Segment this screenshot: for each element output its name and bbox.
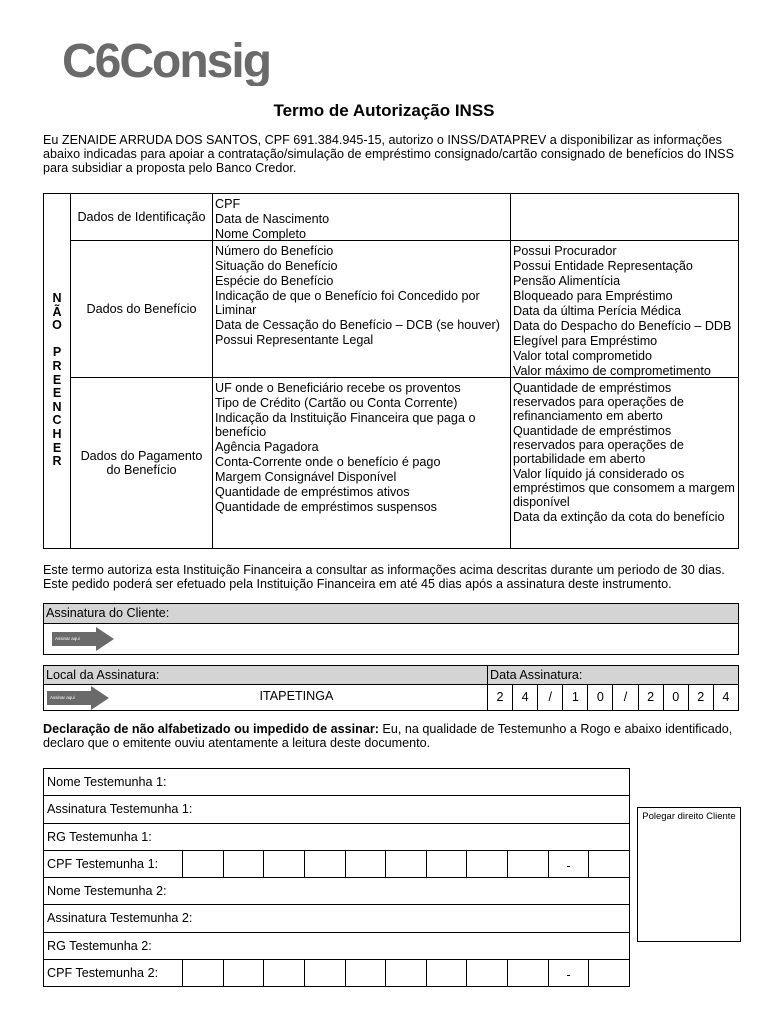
side-letter: E (52, 440, 62, 455)
date-digit: 2 (689, 684, 714, 710)
col-a-cell (213, 378, 511, 548)
date-digit: 2 (639, 684, 664, 710)
location-date-box (43, 665, 739, 711)
field-item: Situação do Benefício (215, 259, 338, 273)
date-digit: 1 (563, 684, 588, 710)
witness-2-signature[interactable]: Assinatura Testemunha 2: (44, 905, 629, 932)
thumbprint-box[interactable]: Polegar direito Cliente (637, 807, 741, 942)
field-item: Bloqueado para Empréstimo (513, 289, 673, 303)
date-digit: 2 (488, 684, 513, 710)
field-item: CPF (215, 197, 241, 211)
declaration-paragraph (43, 722, 743, 750)
location-value[interactable]: ITAPETINGA (259, 689, 334, 703)
field-item: Quantidade de empréstimos reservados para operações de refinanciamento em aberto (513, 381, 684, 423)
date-digit: / (613, 684, 638, 710)
field-item: Valor total comprometido (513, 349, 653, 363)
col-b-cell (511, 241, 738, 377)
side-letter: E (52, 372, 62, 387)
side-letter: N (52, 291, 62, 305)
sign-here-arrow-icon (52, 627, 114, 651)
field-item: Quantidade de empréstimos reservados para operações de portabilidade em aberto (513, 424, 684, 466)
date-digit: 0 (664, 684, 689, 710)
date-label: Data Assinatura: (490, 668, 583, 682)
col-a-cell (213, 194, 511, 240)
intro-paragraph: Eu ZENAIDE ARRUDA DOS SANTOS, CPF 691.384.945-15, autorizo o INSS/DATAPREV a disponibilizar as informações abaixo indicadas para apoiar a contratação/simulação de empréstimo consignado/cartão consignado de benefícios do INSS para subsidiar a proposta pelo Banco Credor. (43, 133, 734, 175)
field-item: Valor líquido já considerado os empréstimos que consomem a margem disponível (513, 467, 735, 509)
field-item: Quantidade de empréstimos suspensos (215, 500, 437, 514)
document-title: Termo de Autorização INSS (273, 101, 495, 120)
side-letter: O (52, 318, 62, 333)
date-digit: 4 (722, 690, 730, 704)
field-item: Possui Procurador (513, 244, 617, 258)
side-letter: H (52, 426, 62, 441)
field-item: Número do Benefício (215, 244, 334, 258)
witness-2-cpf[interactable] (44, 960, 629, 987)
field-item: Indicação da Instituição Financeira que paga o benefício (215, 411, 476, 439)
side-letter: C (52, 413, 62, 428)
category-cell: Dados do Benefício (71, 241, 213, 377)
sign-here-arrow-icon (47, 686, 109, 710)
date-digit: / (538, 684, 563, 710)
field-item: Data de Cessação do Benefício – DCB (se houver) (215, 318, 500, 332)
cpf-dash: - (548, 851, 589, 877)
side-letter: R (52, 358, 62, 373)
declaration-text: Eu, na qualidade de Testemunho a Rogo e abaixo identificado, declaro que o emitente ouviu atentamente a leitura deste documento. (43, 722, 733, 750)
category-cell: Dados do Pagamento do Benefício (71, 378, 213, 548)
table-row-identificacao (71, 194, 738, 241)
field-item: Tipo de Crédito (Cartão ou Conta Corrente) (215, 396, 458, 410)
field-item: Possui Representante Legal (215, 333, 374, 347)
witness-1-name[interactable]: Nome Testemunha 1: (44, 769, 629, 796)
field-item: UF onde o Beneficiário recebe os proventos (215, 381, 461, 395)
field-item: Margem Consignável Disponível (215, 470, 397, 484)
signature-label: Assinatura do Cliente: (44, 604, 738, 624)
witness-2-cpf-label: CPF Testemunha 2: (47, 965, 159, 980)
field-item: Data da última Perícia Médica (513, 304, 681, 318)
side-letter: E (52, 386, 62, 401)
location-label: Local da Assinatura: (46, 668, 160, 682)
side-letter (44, 333, 70, 347)
field-item: Agência Pagadora (215, 440, 319, 454)
side-letter: R (52, 454, 62, 469)
field-item: Data de Nascimento (215, 212, 330, 226)
client-signature-box[interactable] (43, 603, 739, 655)
field-item: Possui Entidade Representação (513, 259, 693, 273)
witness-1-cpf-label: CPF Testemunha 1: (47, 856, 159, 871)
svg-text:Assinar aqui: Assinar aqui (55, 636, 80, 641)
cpf-dash: - (548, 960, 589, 987)
field-item: Pensão Alimentícia (513, 274, 621, 288)
side-letter: P (52, 345, 62, 360)
field-item: Data do Despacho do Benefício – DDB (513, 319, 732, 333)
declaration-heading: Declaração de não alfabetizado ou impedido de assinar: (43, 722, 379, 736)
witness-table (43, 768, 630, 987)
field-item: Elegível para Empréstimo (513, 334, 658, 348)
nao-preencher-label (44, 194, 71, 548)
witness-1-cpf[interactable] (44, 851, 629, 878)
witness-1-signature[interactable]: Assinatura Testemunha 1: (44, 796, 629, 823)
svg-text:Assinar aqui: Assinar aqui (50, 695, 75, 700)
field-item: Indicação de que o Benefício foi Concedido por Liminar (215, 289, 480, 317)
field-item: Nome Completo (215, 227, 306, 240)
table-row-beneficio (71, 241, 738, 378)
authorization-paragraph: Este termo autoriza esta Instituição Financeira a consultar as informações acima descritas durante um periodo de 30 dias. Este pedido poderá ser efetuado pela Instituição Financeira em até 45 dias após a assinatura deste instrumento. (43, 563, 725, 591)
cpf-cells (182, 960, 629, 987)
date-digit: 4 (513, 684, 538, 710)
field-item: Valor máximo de comprometimento (513, 364, 711, 377)
date-digits (487, 684, 738, 710)
field-item: Quantidade de empréstimos ativos (215, 485, 410, 499)
witness-2-name[interactable]: Nome Testemunha 2: (44, 878, 629, 905)
field-item: Data da extinção da cota do benefício (513, 510, 725, 524)
svg-text:C6Consig: C6Consig (62, 35, 271, 86)
col-a-cell (213, 241, 511, 377)
category-cell: Dados de Identificação (71, 194, 213, 240)
col-b-cell (511, 378, 738, 548)
field-item: Conta-Corrente onde o benefício é pago (215, 455, 441, 469)
witness-2-rg[interactable]: RG Testemunha 2: (44, 933, 629, 960)
cpf-cells (182, 851, 629, 877)
witness-1-rg[interactable]: RG Testemunha 1: (44, 824, 629, 851)
side-letter: Ã (52, 304, 62, 319)
field-item: Espécie do Benefício (215, 274, 334, 288)
side-letter: N (52, 399, 62, 414)
c6consig-logo (62, 34, 342, 86)
col-b-cell (511, 194, 738, 240)
date-digit: 0 (588, 684, 613, 710)
table-row-pagamento (71, 378, 738, 548)
data-table (43, 193, 739, 549)
